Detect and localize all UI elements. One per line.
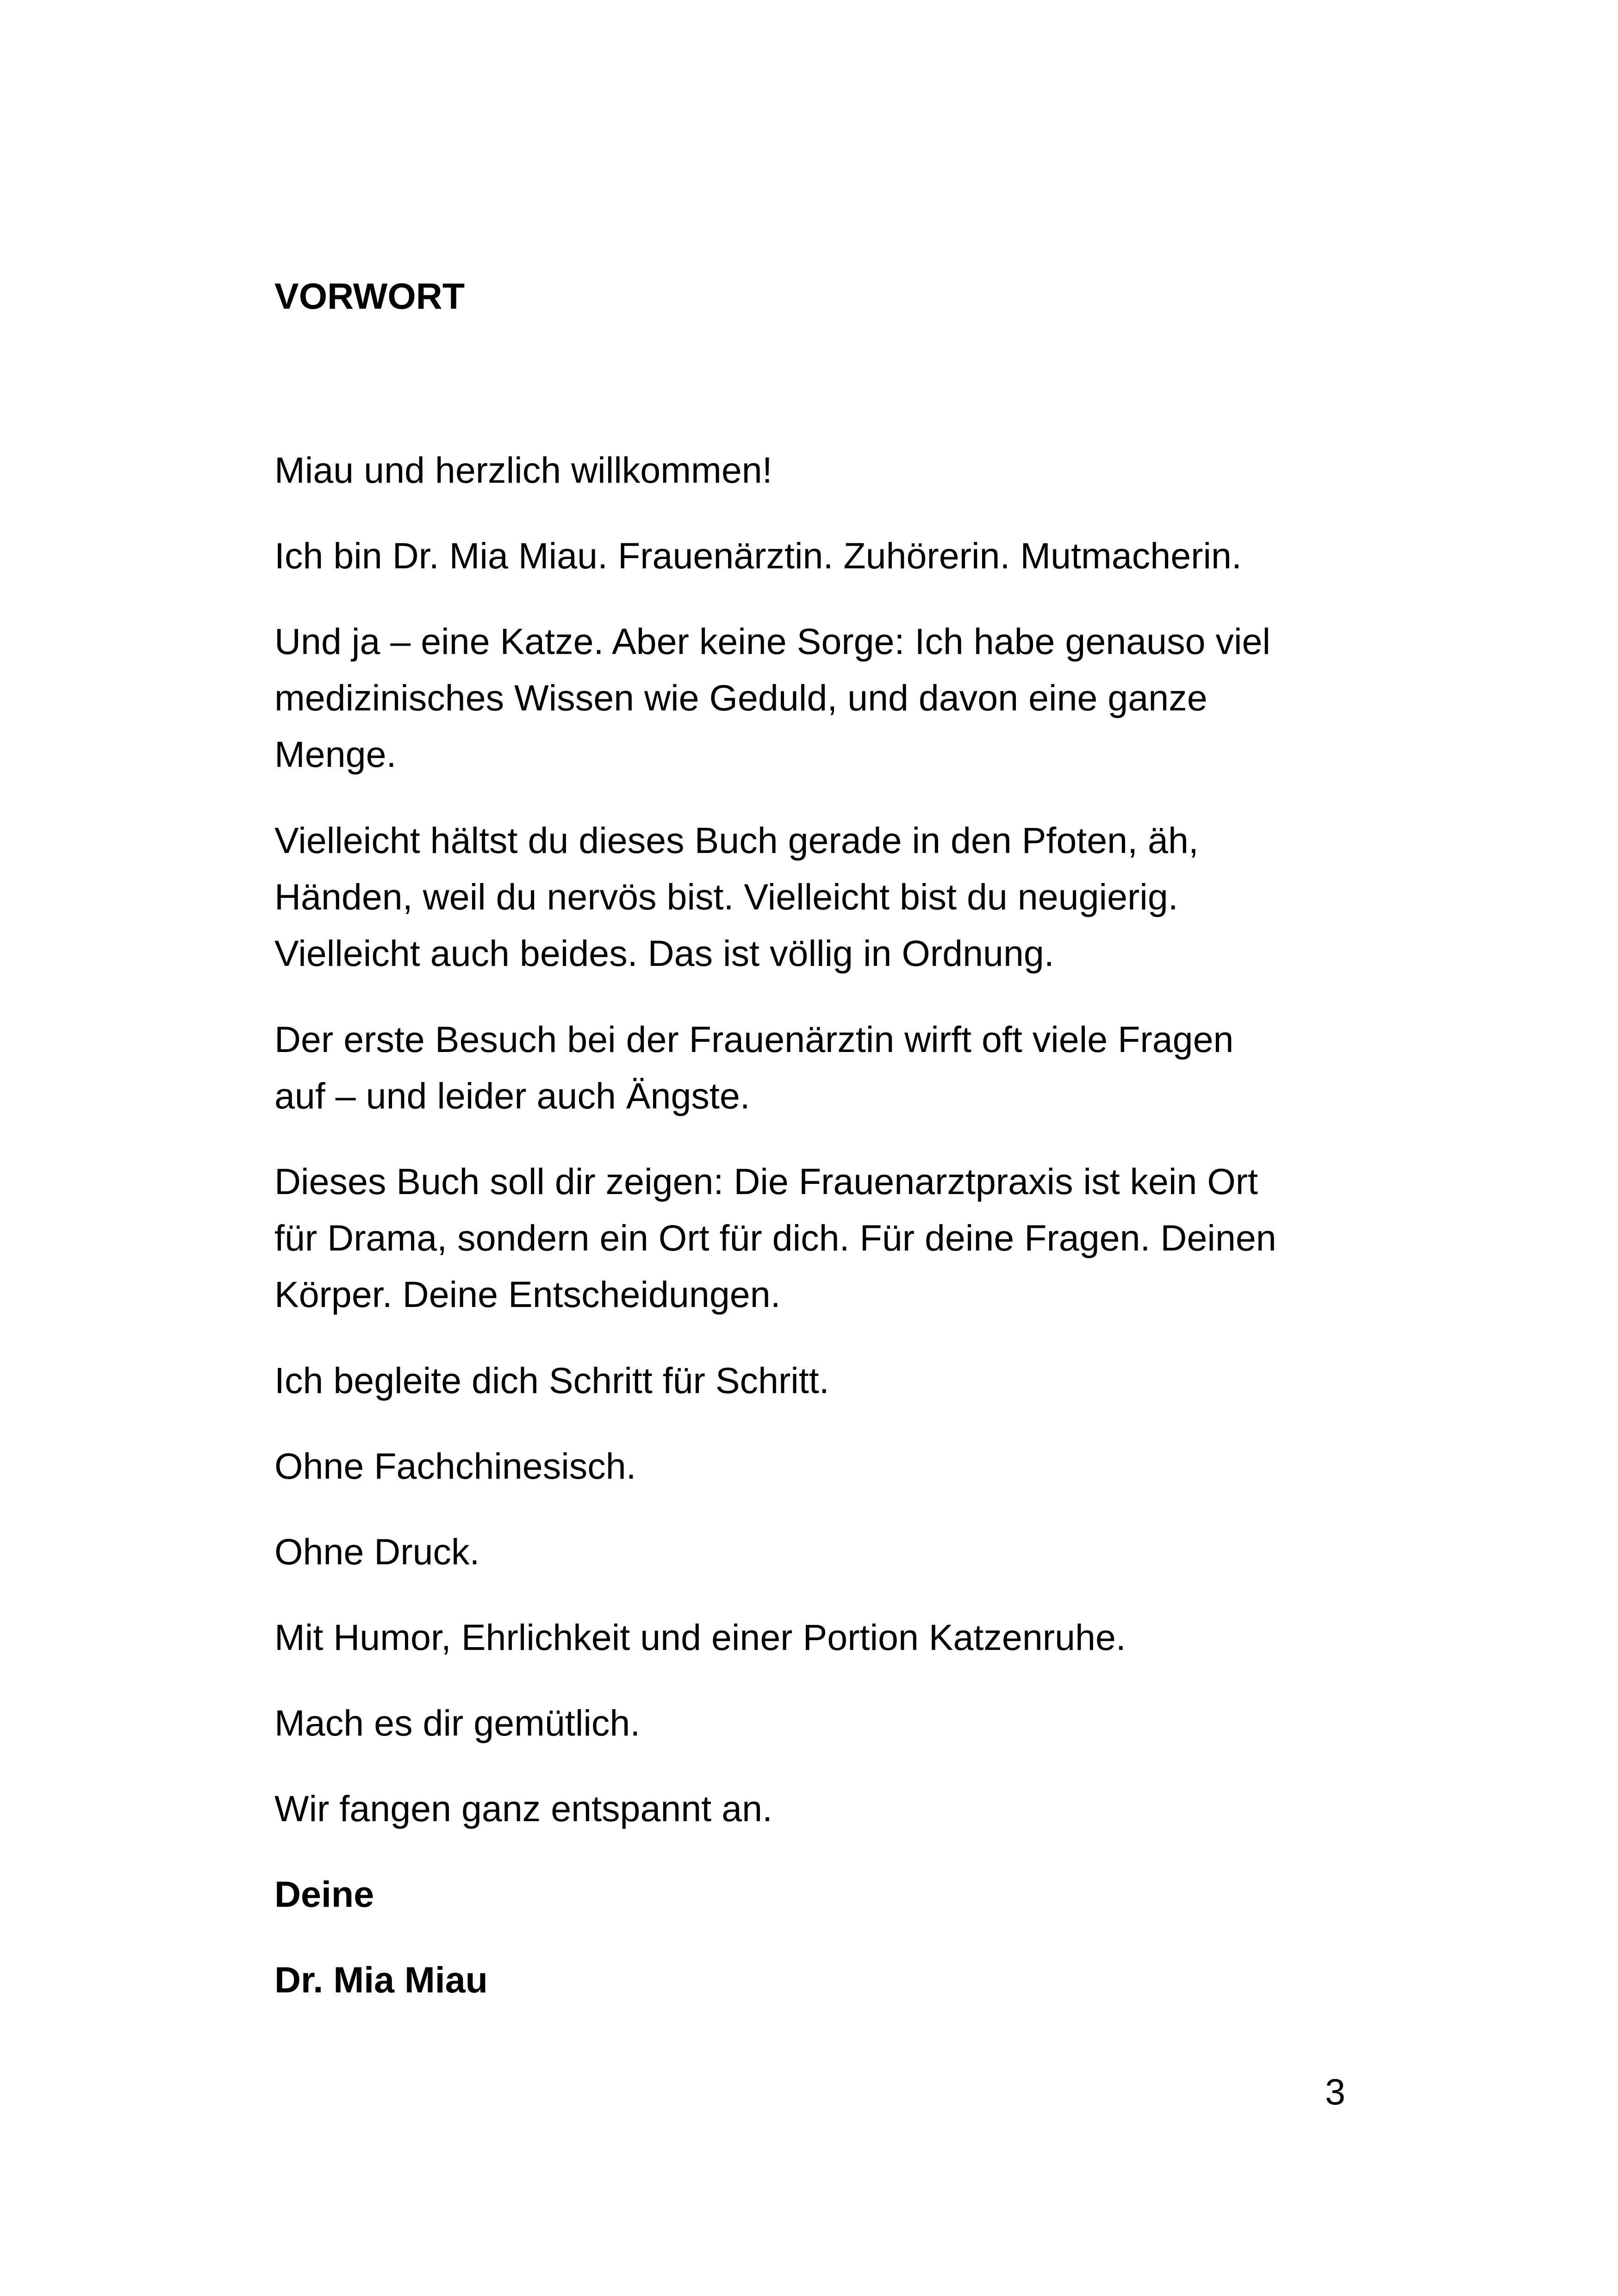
text-line: Menge. (274, 734, 397, 775)
text-line: Dieses Buch soll dir zeigen: Die Frauenarztpraxis ist kein Ort (274, 1161, 1258, 1202)
paragraph-intro (274, 528, 1242, 584)
text-line: Ohne Fachchinesisch. (274, 1445, 636, 1487)
paragraph-step (274, 1352, 829, 1409)
paragraph-purpose (274, 1153, 1276, 1323)
page-number: 3 (1325, 2071, 1345, 2112)
text-line: Vielleicht auch beides. Das ist völlig in Ordnung. (274, 933, 1054, 974)
text-line: Der erste Besuch bei der Frauenärztin wirft oft viele Fragen (274, 1019, 1234, 1060)
text-line: Wir fangen ganz entspannt an. (274, 1788, 772, 1829)
text-line: Mach es dir gemütlich. (274, 1702, 641, 1743)
paragraph-comfy (274, 1695, 640, 1751)
signature-salutation: Deine (274, 1873, 374, 1915)
paragraph-cat (274, 613, 1270, 783)
paragraph-no-pressure (274, 1524, 479, 1580)
text-line: Körper. Deine Entscheidungen. (274, 1274, 781, 1315)
paragraph-nervous (274, 812, 1199, 982)
paragraph-humor (274, 1609, 1126, 1666)
text-line: für Drama, sondern ein Ort für dich. Für deine Fragen. Deinen (274, 1217, 1276, 1258)
text-line: Und ja – eine Katze. Aber keine Sorge: Ich habe genauso viel (274, 621, 1271, 662)
text-line: Ich begleite dich Schritt für Schritt. (274, 1360, 829, 1401)
text-line: Ohne Druck. (274, 1531, 480, 1572)
paragraph-no-jargon (274, 1438, 636, 1494)
text-line: medizinisches Wissen wie Geduld, und davon eine ganze (274, 677, 1207, 718)
text-line: Ich bin Dr. Mia Miau. Frauenärztin. Zuhörerin. Mutmacherin. (274, 535, 1242, 576)
paragraph-start (274, 1780, 772, 1837)
text-line: Miau und herzlich willkommen! (274, 449, 772, 491)
text-line: Mit Humor, Ehrlichkeit und einer Portion Katzenruhe. (274, 1617, 1126, 1658)
text-line: Vielleicht hältst du dieses Buch gerade in den Pfoten, äh, (274, 820, 1199, 861)
paragraph-greeting (274, 442, 772, 498)
text-line: Händen, weil du nervös bist. Vielleicht bist du neugierig. (274, 876, 1178, 917)
page-title: VORWORT (274, 275, 465, 317)
signature-name: Dr. Mia Miau (274, 1959, 488, 2000)
paragraph-first-visit (274, 1011, 1233, 1124)
text-line: auf – und leider auch Ängste. (274, 1075, 750, 1116)
